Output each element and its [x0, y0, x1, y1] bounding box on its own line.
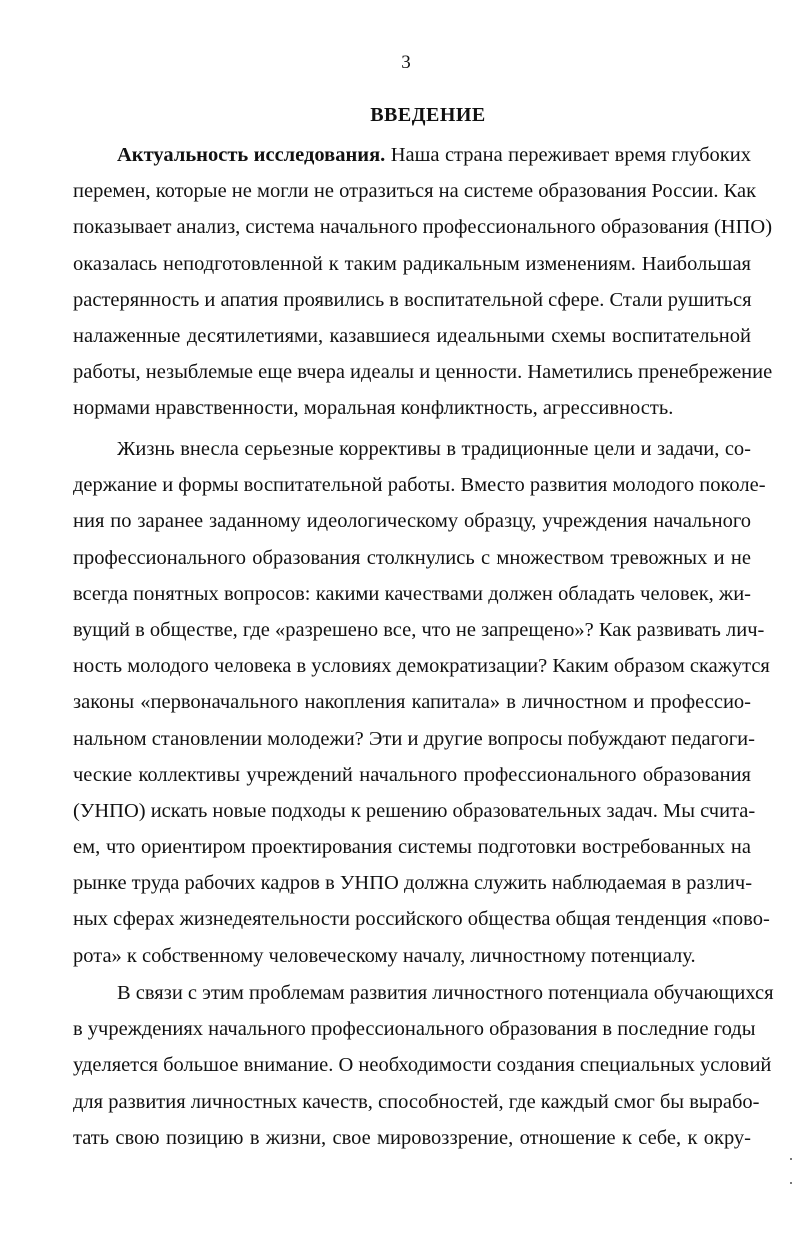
text-line: В связи с этим проблемам развития личностного потенциала обучающихся [117, 982, 774, 1004]
text-line: (УНПО) искать новые подходы к решению образовательных задач. Мы счита- [73, 799, 756, 822]
text-line: тать свою позицию в жизни, свое мировоззрение, отношение к себе, к окру- [73, 1126, 751, 1149]
text-line: работы, незыблемые еще вчера идеалы и ценности. Наметились пренебрежение [73, 361, 773, 384]
paragraph-personal-potential [73, 975, 774, 1156]
text-line: нормами нравственности, моральная конфликтность, агрессивность. [73, 397, 674, 420]
page-number: 3 [401, 52, 411, 73]
text-line: Жизнь внесла серьезные коррективы в традиционные цели и задачи, со- [117, 438, 751, 460]
text-line: в учреждениях начального профессионального образования в последние годы [73, 1018, 756, 1041]
section-heading: ВВЕДЕНИЕ [370, 104, 486, 126]
text-line: вущий в обществе, где «разрешено все, что не запрещено»? Как развивать лич- [73, 618, 765, 641]
scan-mark [790, 1182, 792, 1184]
text-line: перемен, которые не могли не отразиться на системе образования России. Как [73, 180, 757, 203]
text-line: рынке труда рабочих кадров в УНПО должна служить наблюдаемая в различ- [73, 872, 753, 895]
text-line: ных сферах жизнедеятельности российского общества общая тенденция «пово- [73, 908, 770, 931]
text-line: для развития личностных качеств, способностей, где каждый смог бы вырабо- [73, 1090, 760, 1113]
text-line: ческие коллективы учреждений начального профессионального образования [73, 763, 751, 786]
text-fragment: Наша страна переживает время глубоких [385, 144, 751, 166]
text-line: налаженные десятилетиями, казавшиеся идеальными схемы воспитательной [73, 324, 751, 347]
text-line: всегда понятных вопросов: какими качествами должен обладать человек, жи- [73, 582, 751, 605]
scan-mark [790, 1158, 792, 1160]
bold-lead-phrase: Актуальность исследования. [117, 144, 386, 166]
text-line: профессионального образования столкнулись с множеством тревожных и не [73, 546, 751, 569]
text-line: оказалась неподготовленной к таким радикальным изменениям. Наибольшая [73, 252, 751, 275]
text-line: растерянность и апатия проявились в воспитательной сфере. Стали рушиться [73, 288, 752, 311]
text-line: держание и формы воспитательной работы. Вместо развития молодого поколе- [73, 474, 766, 497]
text-line: ность молодого человека в условиях демократизации? Каким образом скажутся [73, 655, 770, 678]
paragraph-relevance [73, 137, 773, 427]
paragraph-changes [73, 431, 770, 974]
text-line [73, 137, 751, 173]
text-line: ния по заранее заданному идеологическому образцу, учреждения начального [73, 510, 751, 533]
text-line: рота» к собственному человеческому началу, личностному потенциалу. [73, 944, 696, 967]
text-line: законы «первоначального накопления капитала» в личностном и профессио- [73, 691, 751, 714]
text-line: уделяется большое внимание. О необходимости создания специальных условий [73, 1054, 772, 1077]
text-line: ем, что ориентиром проектирования системы подготовки востребованных на [73, 836, 751, 859]
text-line: показывает анализ, система начального профессионального образования (НПО) [73, 216, 773, 239]
text-line: нальном становлении молодежи? Эти и другие вопросы побуждают педагоги- [73, 727, 755, 750]
